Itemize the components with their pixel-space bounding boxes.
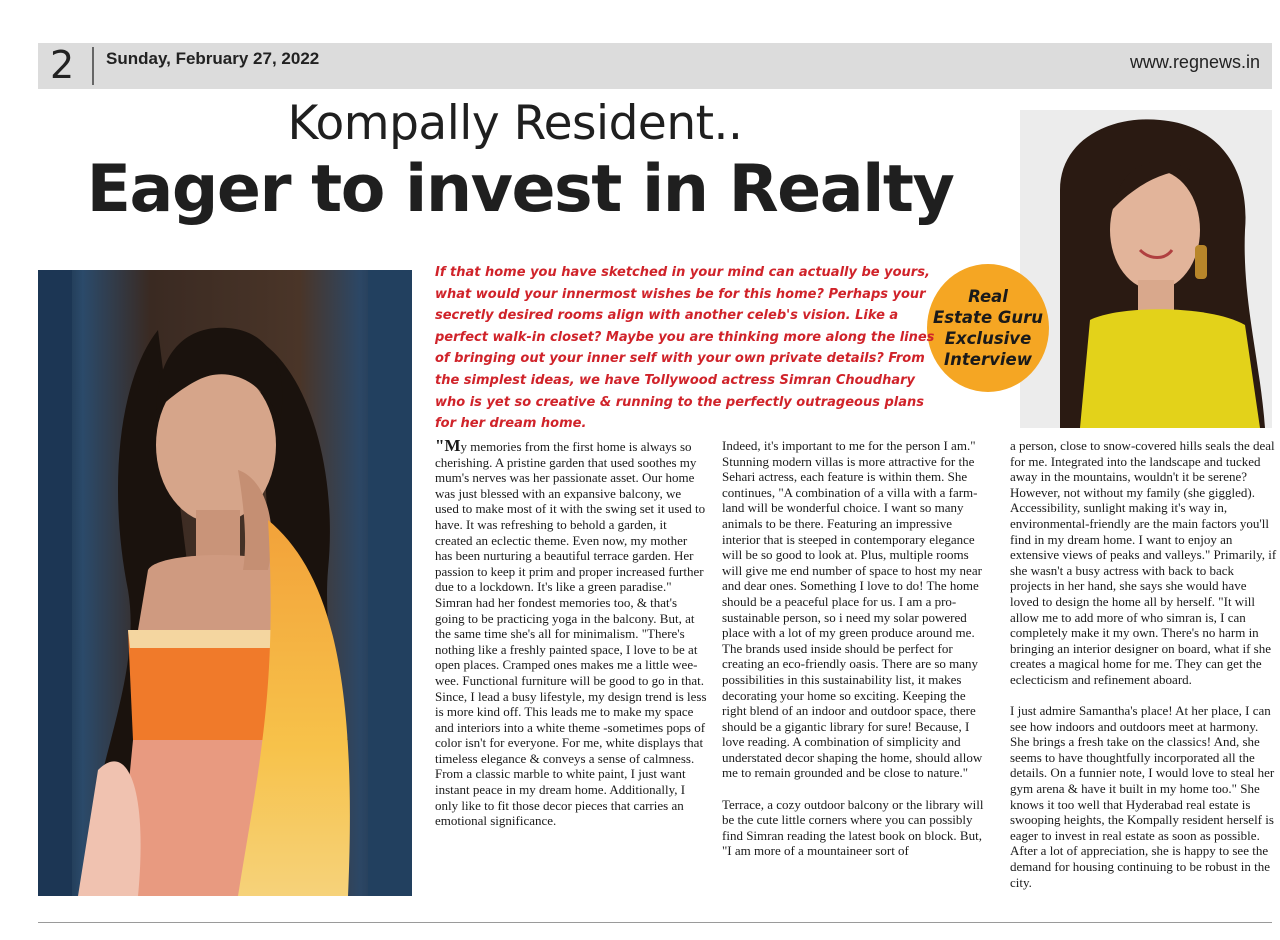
column-paragraph: Indeed, it's important to me for the person I am." Stunning modern villas is more attractive for the Sehari actress, each feature is within them. She continues, "A combination of a villa with a farm-land will be wonderful choice. I want so many animals to be there. Featuring an impressive interior that is steeped in contemporary elegance will be so good to look at. Plus, multiple rooms will give me end number of space to host my near and dear ones. Something I love to do! The home should be a peaceful place for us. I am a pro-sustainable person, so i need my solar powered place with a lot of my green produce around me. The brands used inside should be perfect for creating an eco-friendly oasis. There are so many possibilities in this sustainability list, it makes decorating your home so exciting. Keeping the right blend of an indoor and outdoor space, there should be a gigantic library for sure! Because, I love reading. A combination of simplicity and understated decor shaping the home, should allow me to remain grounded and be close to nature." [722,438,983,781]
website-url[interactable]: www.regnews.in [1129,52,1260,72]
badge-line: Exclusive [944,329,1032,348]
badge-line: Interview [944,350,1032,369]
article-column-1 [435,438,707,844]
column-paragraph [435,438,707,829]
column-paragraph: I just admire Samantha's place! At her place, I can see how indoors and outdoors meet at harmony. She brings a fresh take on the classics! And, she seems to have thoughtfully incorporated all the details. On a funnier note, I would love to steal her gym arena & have it built in my home too." She knows it too well that Hyderabad real estate is swooping heights, the Kompally resident herself is eager to invest in real estate as soon as possible. After a lot of appreciation, she is happy to see the demand for housing continuing to be robust in the city. [1010,703,1275,890]
article-column-2 [722,438,990,875]
column-paragraph: a person, close to snow-covered hills seals the deal for me. Integrated into the landscape and tucked away in the mountains, wouldn't it be serene? However, not without my family (she giggled). Accessibility, sunlight making it's way in, environmental-friendly are the main factors you'll find in my dream home. I want to enjoy an extensive views of peaks and valleys." Primarily, if she wasn't a busy actress with back to back projects in her hand, she says she would have loved to design the home all by herself. "It will allow me to add more of who simran is, I can completely make it my own. There's no harm in bringing an interior designer on board, what if she creates a magical home for me. They can get the eclecticism and refinement aboard. [1010,438,1277,687]
page-number: 2 [50,43,75,87]
main-portrait-photo [38,270,412,896]
issue-date: Sunday, February 27, 2022 [106,49,320,68]
article-headline: Eager to invest in Realty [86,152,954,227]
footer-divider [38,922,1272,923]
article-column-3 [1010,438,1278,906]
header-divider [92,47,94,85]
column-paragraph: Terrace, a cozy outdoor balcony or the library will be the cute little corners where you can possibly find Simran reading the latest book on block. But, "I am more of a mountaineer sort of [722,796,984,859]
drop-cap: "M [435,436,461,455]
badge-line: Real [968,287,1008,306]
paragraph-text: y memories from the first home is always so cherishing. A pristine garden that used soothes my mum's nerves was her passionate asset. Our home was just blessed with an expansive balcony, we used to make most of it with the swing set it used to have. It was refreshing to behold a garden, it created an eclectic theme. Even now, my mother has been nurturing a beautiful terrace garden. Her passion to keep it prim and proper increased further due to a lockdown. It's like a green paradise." Simran had her fondest memories too, & that's going to be practicing yoga in the balcony. But, at the same time she's all for minimalism. "There's nothing like a freshly painted space, I love to be at open places. Cramped ones makes me a little wee-wee. Functional furniture will be good to go in that. Since, I lead a busy lifestyle, my design trend is less is more kind off. This leads me to make my space and interiors into a white theme -sometimes pops of color isn't for everyone. For me, white displays that timeless elegance & conveys a sense of calmness. From a classic marble to white paint, I just want instant peace in my dream home. Additionally, I only like to fit those decor pieces that carries an emotional significance. [435,439,707,829]
article-kicker: Kompally Resident.. [287,96,743,151]
article-intro: If that home you have sketched in your mind can actually be yours, what would your innermost wishes be for this home? Perhaps your secretly desired rooms align with another celeb's vision. Like a perfect walk-in closet? Maybe you are thinking more along the lines of bringing out your inner self with your own private details? From the simplest ideas, we have Tollywood actress Simran Choudhary who is yet so creative & running to the perfectly outrageous plans for her dream home. [435,265,935,432]
main-portrait-illustration [38,270,412,896]
badge-line: Estate Guru [932,308,1044,327]
exclusive-interview-badge [927,264,1049,392]
side-portrait-photo [1020,110,1272,428]
side-portrait-illustration [1020,110,1272,428]
